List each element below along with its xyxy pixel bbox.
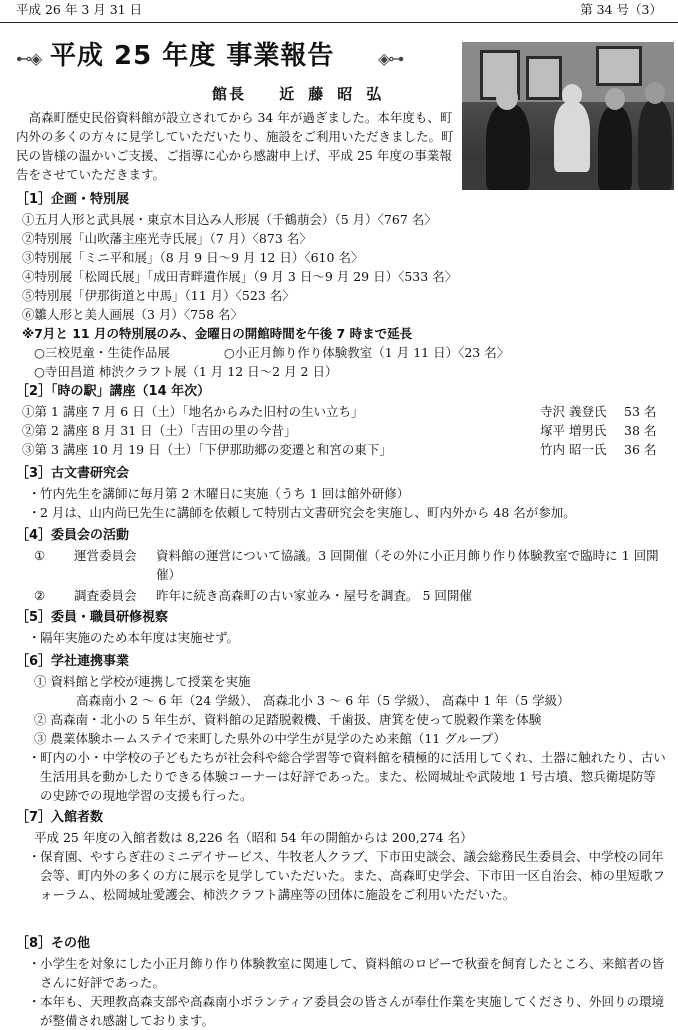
lecture-attendance: 36 名 [624,442,657,457]
lecture-attendance: 38 名 [624,423,657,438]
section-old-documents [16,464,666,522]
lecture-row [16,402,666,421]
section-lectures [16,382,666,459]
list-item-text: 町内の小・中学校の子どもたちが社会科や総合学習等で資料館を積極的に活用してくれ、土器に触れたり、古い生活用具を動かしたりできる体験コーナーは好評であった。また、松岡城址や武陵地 1 号古墳、惣兵衛堤防等の史跡での現地学習の支援も行った。 [40,750,666,803]
list-item-text: 竹内先生を講師に毎月第 2 木曜日に実施（うち 1 回は館外研修） [40,486,410,501]
committee-description: 資料館の運営について協議。3 回開催（その外に小正月飾り作り体験教室で臨時に 1 回開催） [156,548,659,582]
exhibition-item: ⑤特別展「伊那街道と中馬」（11 月）〈523 名〉 [22,288,295,303]
photo-visitor-figure [638,100,672,190]
committee-row [16,546,666,586]
list-item [16,847,666,904]
article-title-block [16,38,456,78]
bullet-mark: ・ [28,630,41,645]
bullet-mark: ・ [28,486,41,501]
section-committees [16,526,666,605]
list-item [16,954,666,992]
issue-date: 平成 26 年 3 月 31 日 [16,2,143,17]
photo-visitor-figure [486,104,530,190]
section-heading: ［3］古文書研究会 [16,466,130,481]
author-name: 近藤昭弘 [279,85,396,103]
author-role: 館長 [212,85,247,103]
minor-exhibition: ○小正月飾り作り体験教室（1 月 11 日）〈23 名〉 [223,345,510,360]
list-item [16,748,666,805]
exhibition-item: ③特別展「ミニ平和展」（8 月 9 日～9 月 12 日）〈610 名〉 [22,250,364,265]
list-item-text: 小学生を対象にした小正月飾り作り体験教室に関連して、資料館のロビーで秋蚕を飼育したところ、来館者の皆さんに好評であった。 [40,956,665,990]
list-item-text: 隔年実施のため本年度は実施せず。 [40,630,240,645]
bullet-mark: ・ [28,956,41,971]
bullet-mark: ・ [28,505,41,520]
section-other [16,934,666,1030]
article-title: 平成 25 年度 事業報告 [50,41,335,71]
photo-guide-figure [554,102,590,172]
title-ornament-right: ◈⊶ [378,49,403,68]
section-exhibitions [16,190,666,381]
photo-visitor-head [645,82,665,104]
photo-guide-head [562,84,582,106]
committee-name: 調査委員会 [74,588,137,603]
cooperation-item: ② 高森南・北小の 5 年生が、資料館の足踏脱穀機、千歯扱、唐箕を使って脱穀作業を体験 [34,712,542,727]
bullet-mark: ・ [28,849,41,864]
lecture-speaker: 塚平 増男氏 [540,423,607,438]
exhibition-item: ④特別展「松岡氏展」「成田青畔遺作展」（9 月 3 日～9 月 29 日）〈533 名〉 [22,269,458,284]
committee-name: 運営委員会 [74,548,137,563]
lecture-row [16,440,666,459]
list-item-text: 保育園、やすらぎ荘のミニデイサービス、牛牧老人クラブ、下市田史談会、議会総務民生委員会、中学校の同年会等、町内外の多くの方に展示を見学していただいた。また、高森町史学会、下市田一区自治会、柿の里短歌フォーラム、松岡城址愛護会、柿渋クラフト講座等の団体に施設をご利用いただいた。 [40,849,666,902]
cooperation-item: ③ 農業体験ホームステイで来町した県外の中学生が見学のため来館（11 グループ） [34,731,506,746]
minor-exhibitions-row [16,343,666,362]
list-item-text: 2 月は、山内尚巳先生に講師を依頼して特別古文書研究会を実施し、町内外から 48 名が参加。 [40,505,576,520]
committee-row [16,586,666,605]
list-item [16,503,666,522]
photo-display-case [596,46,642,86]
exhibition-note: ※7月と 11 月の特別展のみ、金曜日の開館時間を午後 7 時まで延長 [22,326,413,341]
photo-visitor-figure [598,106,632,190]
lecture-attendance: 53 名 [624,404,657,419]
lecture-speaker: 竹内 昭一氏 [540,442,607,457]
visitor-summary: 平成 25 年度の入館者数は 8,226 名（昭和 54 年の開館からは 200,274 名） [34,830,473,845]
section-training [16,608,666,647]
section-heading: ［4］委員会の活動 [16,528,130,543]
minor-exhibition: ○寺田昌道 柿渋クラフト展（1 月 12 日～2 月 2 日） [34,364,338,379]
section-heading: ［2］「時の駅」講座（14 年次） [16,384,211,399]
bullet-mark: ・ [28,750,41,765]
minor-exhibition: ○三校児童・生徒作品展 [34,345,170,360]
page-header [0,0,678,23]
list-item [16,484,666,503]
committee-number: ① [34,548,46,563]
exhibition-item: ⑥雛人形と美人画展（3 月）〈758 名〉 [22,307,244,322]
cooperation-item: ① 資料館と学校が連携して授業を実施 [34,674,251,689]
list-item [16,628,666,647]
lecture-title: ①第 1 講座 7 月 6 日（土）「地名からみた旧村の生い立ち」 [22,404,364,419]
cooperation-detail: 高森南小 2 ～ 6 年（24 学級）、 高森北小 3 ～ 6 年（5 学級）、 高森中 1 年（5 学級） [76,693,570,708]
committee-number: ② [34,588,46,603]
title-ornament-left: ⊷◈ [16,49,41,68]
section-school-cooperation [16,652,666,805]
list-item [16,992,666,1030]
section-heading: ［8］その他 [16,936,91,951]
exhibition-item: ②特別展「山吹藩主座光寺氏展」（7 月）〈873 名〉 [22,231,312,246]
lecture-title: ③第 3 講座 10 月 19 日（土）「下伊那助郷の変遷と和宮の東下」 [22,442,392,457]
author-line [212,84,395,105]
lecture-row [16,421,666,440]
lecture-speaker: 寺沢 義登氏 [540,404,607,419]
photo-display-case [526,56,562,100]
section-heading: ［7］入館者数 [16,810,104,825]
list-item-text: 本年も、天理教高森支部や高森南小ボランティア委員会の皆さんが奉仕作業を実施してくださり、外回りの環境が整備され感謝しております。 [40,994,665,1028]
photo-visitor-head [496,86,518,110]
exhibition-item: ①五月人形と武具展・東京木目込み人形展（千鶴萠会）（5 月）〈767 名〉 [22,212,437,227]
bullet-mark: ・ [28,994,41,1009]
section-heading: ［1］企画・特別展 [16,192,130,207]
intro-paragraph: 高森町歴史民俗資料館が設立されてから 34 年が過ぎました。本年度も、町内外の多くの方々に見学していただいたり、施設をご利用いただきました。町民の皆様の温かいご支援、ご指導に心から感謝申上げ、平成 25 年度の事業報告をさせていただきます。 [16,110,454,182]
section-heading: ［5］委員・職員研修視察 [16,610,169,625]
lecture-title: ②第 2 講座 8 月 31 日（土）「吉田の里の今昔」 [22,423,297,438]
section-heading: ［6］学社連携事業 [16,654,130,669]
photo-visitor-head [605,88,625,110]
issue-number: 第 34 号（3） [580,2,662,17]
committee-description: 昨年に続き高森町の古い家並み・屋号を調査。 5 回開催 [156,588,472,603]
museum-exhibit-photo [462,42,674,190]
section-visitors [16,808,666,904]
